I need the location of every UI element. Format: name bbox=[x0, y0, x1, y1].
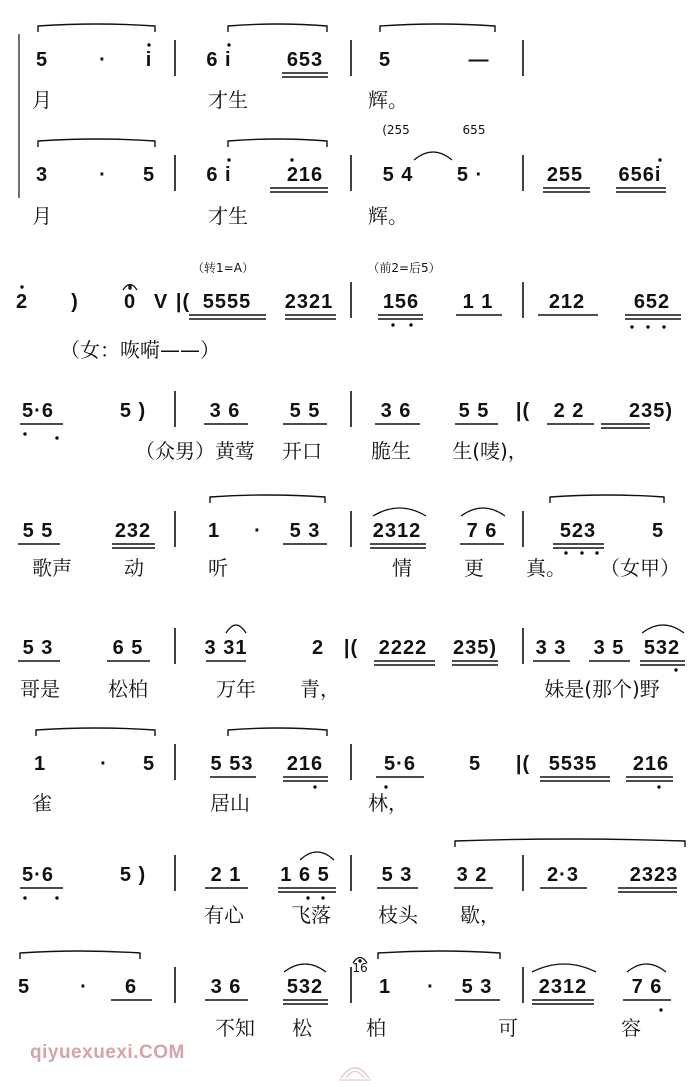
note-group: · bbox=[254, 520, 262, 542]
bar-line-glyph bbox=[520, 292, 527, 312]
lyric-text: 林， bbox=[368, 791, 408, 815]
slur-bracket bbox=[378, 951, 500, 959]
octave-dot bbox=[147, 43, 150, 46]
fermata-dot bbox=[128, 286, 131, 289]
bar-line-glyph bbox=[348, 292, 355, 312]
slur-bracket bbox=[550, 495, 664, 503]
note-group: 1 6 5 bbox=[280, 864, 330, 886]
note-group: · bbox=[99, 49, 107, 71]
note-group: 6 i bbox=[206, 49, 232, 71]
octave-dot bbox=[659, 1008, 662, 1011]
lyric-text: 才生 bbox=[208, 88, 248, 112]
note-group: 1 bbox=[378, 976, 392, 998]
octave-dot bbox=[23, 432, 26, 435]
note-group: 255 bbox=[546, 164, 584, 186]
note-group: 1 bbox=[33, 753, 47, 775]
tie-arc bbox=[642, 625, 684, 633]
lyric-text: 歇， bbox=[460, 903, 500, 927]
note-group: 2·3 bbox=[547, 864, 579, 886]
annotation: （转1=A） bbox=[192, 261, 254, 275]
slur-bracket bbox=[38, 139, 155, 147]
octave-dot bbox=[306, 896, 309, 899]
octave-dot bbox=[657, 785, 660, 788]
lyric-text: 雀 bbox=[32, 791, 52, 815]
lyric-text: 柏 bbox=[366, 1016, 386, 1040]
note-group: 5 5 bbox=[22, 520, 54, 542]
note-group: |( bbox=[175, 291, 191, 313]
annotation: 655 bbox=[462, 123, 486, 137]
slur-bracket bbox=[228, 728, 327, 736]
lyric-text: （女：咴嗬——） bbox=[60, 338, 220, 362]
note-group: 2312 bbox=[538, 976, 588, 998]
note-group: 2 2 bbox=[553, 400, 585, 422]
octave-dot bbox=[227, 158, 230, 161]
lyric-text: 松柏 bbox=[108, 677, 148, 701]
slur-bracket bbox=[228, 24, 327, 32]
note-group: 1 bbox=[207, 520, 221, 542]
note-group: 3 5 bbox=[593, 637, 625, 659]
site-watermark: qiyuexuexi.COM bbox=[30, 1042, 185, 1063]
bar-line-glyph bbox=[520, 521, 527, 541]
octave-dot bbox=[564, 551, 567, 554]
lyric-text: 更 bbox=[464, 556, 484, 580]
bar-line-glyph bbox=[348, 977, 355, 997]
lyric-text: 万年 bbox=[216, 677, 256, 701]
bar-line-glyph bbox=[520, 165, 527, 185]
seal-logo bbox=[338, 1056, 372, 1084]
note-group: 216 bbox=[286, 753, 324, 775]
note-group: |( bbox=[515, 400, 531, 422]
note-group: 652 bbox=[633, 291, 671, 313]
note-group: 2222 bbox=[378, 637, 428, 659]
octave-dot bbox=[55, 436, 58, 439]
lyric-text: 歌声 bbox=[32, 556, 72, 580]
octave-dot bbox=[384, 785, 387, 788]
bar-line-glyph bbox=[172, 638, 179, 658]
bar-line-glyph bbox=[348, 754, 355, 774]
bar-line-glyph bbox=[172, 754, 179, 774]
bar-line-glyph bbox=[348, 165, 355, 185]
note-group: 2 bbox=[15, 291, 29, 313]
note-group: 5 bbox=[17, 976, 31, 998]
note-group: 216 bbox=[286, 164, 324, 186]
note-group: V bbox=[153, 291, 169, 313]
note-group: 2 1 bbox=[210, 864, 242, 886]
note-group: 0 bbox=[123, 291, 137, 313]
note-group: 5·6 bbox=[22, 400, 54, 422]
tie-arc bbox=[461, 508, 505, 516]
note-group: 212 bbox=[548, 291, 586, 313]
lyric-text: 有心 bbox=[204, 903, 244, 927]
note-group: 235) bbox=[452, 637, 498, 659]
octave-dot bbox=[55, 896, 58, 899]
bar-line-glyph bbox=[348, 50, 355, 70]
lyric-text: 居山 bbox=[210, 791, 250, 815]
note-group: 5 3 bbox=[289, 520, 321, 542]
note-group: 3 bbox=[35, 164, 49, 186]
lyric-text: 月 bbox=[32, 204, 52, 228]
note-group: 2321 bbox=[284, 291, 334, 313]
note-group: 2323 bbox=[629, 864, 679, 886]
note-group: 5 bbox=[651, 520, 665, 542]
note-group: 532 bbox=[643, 637, 681, 659]
tie-arc bbox=[284, 964, 326, 972]
bar-line-glyph bbox=[520, 638, 527, 658]
note-group: 5 ) bbox=[119, 864, 147, 886]
note-group: 5 3 bbox=[381, 864, 413, 886]
note-group: 156 bbox=[382, 291, 420, 313]
octave-dot bbox=[290, 158, 293, 161]
note-group: 3 6 bbox=[380, 400, 412, 422]
note-group: 2 bbox=[311, 637, 325, 659]
note-group: 656i bbox=[618, 164, 662, 186]
note-group: 5·6 bbox=[22, 864, 54, 886]
note-group: 523 bbox=[559, 520, 597, 542]
note-group: · bbox=[427, 976, 435, 998]
bar-line-glyph bbox=[520, 977, 527, 997]
note-group: 3 6 bbox=[210, 976, 242, 998]
lyric-text: 飞落 bbox=[291, 903, 331, 927]
lyric-text: 情 bbox=[392, 556, 412, 580]
octave-dot bbox=[227, 43, 230, 46]
note-group: · bbox=[99, 164, 107, 186]
note-group: 5 bbox=[35, 49, 49, 71]
octave-dot bbox=[321, 896, 324, 899]
note-group: |( bbox=[515, 753, 531, 775]
note-group: · bbox=[80, 976, 88, 998]
note-group: 5 3 bbox=[461, 976, 493, 998]
note-group: 232 bbox=[114, 520, 152, 542]
note-group: 3 2 bbox=[456, 864, 488, 886]
note-group: 5 bbox=[142, 164, 156, 186]
lyric-text: 妹是(那个)野 bbox=[544, 677, 660, 701]
note-group: 235) bbox=[628, 400, 674, 422]
lyric-text: 生(唛)， bbox=[452, 439, 528, 463]
bar-line-glyph bbox=[172, 165, 179, 185]
octave-dot bbox=[313, 785, 316, 788]
note-group: 7 6 bbox=[631, 976, 663, 998]
tie-arc bbox=[627, 964, 666, 972]
tie-arc bbox=[373, 508, 426, 516]
note-group: 5 53 bbox=[210, 753, 254, 775]
slur-bracket bbox=[380, 24, 495, 32]
octave-dot bbox=[580, 551, 583, 554]
annotation: (255 bbox=[382, 123, 410, 137]
tie-arc bbox=[414, 152, 452, 160]
note-group: 5 ) bbox=[119, 400, 147, 422]
tie-arc bbox=[532, 964, 596, 972]
note-group: ) bbox=[71, 291, 79, 313]
note-group: 6 bbox=[124, 976, 138, 998]
note-group: 1 1 bbox=[462, 291, 494, 313]
tie-arc bbox=[226, 625, 246, 633]
note-group: 5 5 bbox=[289, 400, 321, 422]
bar-line-glyph bbox=[172, 521, 179, 541]
octave-dot bbox=[23, 896, 26, 899]
note-group: 5535 bbox=[548, 753, 598, 775]
lyric-text: 枝头 bbox=[378, 903, 418, 927]
bar-line-glyph bbox=[520, 50, 527, 70]
note-group: 5 3 bbox=[22, 637, 54, 659]
note-group: 5·6 bbox=[384, 753, 416, 775]
note-group: · bbox=[100, 753, 108, 775]
note-group: 6 5 bbox=[112, 637, 144, 659]
bar-line-glyph bbox=[348, 401, 355, 421]
note-group: 7 6 bbox=[466, 520, 498, 542]
note-group: 532 bbox=[286, 976, 324, 998]
slur-bracket bbox=[38, 24, 155, 32]
lyric-text: 月 bbox=[32, 88, 52, 112]
note-group: 5 4 bbox=[382, 164, 414, 186]
octave-dot bbox=[662, 325, 665, 328]
lyric-text: 哥是 bbox=[20, 677, 60, 701]
bar-line-glyph bbox=[172, 401, 179, 421]
lyric-text: （女甲） bbox=[600, 556, 680, 580]
note-group: 5 · bbox=[456, 164, 484, 186]
lyric-text: 可 bbox=[498, 1016, 518, 1040]
slur-bracket bbox=[36, 728, 155, 736]
bar-line-glyph bbox=[172, 50, 179, 70]
lyric-text: 脆生 bbox=[371, 439, 411, 463]
octave-dot bbox=[391, 323, 394, 326]
octave-dot bbox=[20, 285, 23, 288]
octave-dot bbox=[674, 668, 677, 671]
note-group: i bbox=[145, 49, 153, 71]
lyric-text: 辉。 bbox=[368, 204, 408, 228]
note-group: 653 bbox=[286, 49, 324, 71]
bar-line-glyph bbox=[172, 977, 179, 997]
note-group: 3 31 bbox=[204, 637, 248, 659]
note-group: 5 5 bbox=[458, 400, 490, 422]
note-group: |( bbox=[343, 637, 359, 659]
note-group: 5 bbox=[142, 753, 156, 775]
note-group: 5 bbox=[378, 49, 392, 71]
slur-bracket bbox=[228, 139, 327, 147]
slur-bracket bbox=[455, 839, 685, 847]
lyric-text: 动 bbox=[124, 556, 144, 580]
lyric-text: （众男）黄莺 bbox=[135, 439, 255, 463]
lyric-text: 开口 bbox=[282, 439, 322, 463]
bar-line-glyph bbox=[172, 865, 179, 885]
lyric-text: 不知 bbox=[215, 1016, 255, 1040]
note-group: 2312 bbox=[372, 520, 422, 542]
bar-line-glyph bbox=[520, 865, 527, 885]
annotation: （前2=后5） bbox=[367, 261, 441, 275]
octave-dot bbox=[658, 158, 661, 161]
note-group: 5 bbox=[468, 753, 482, 775]
slur-bracket bbox=[210, 495, 325, 503]
lyric-text: 真。 bbox=[526, 556, 566, 580]
octave-dot bbox=[595, 551, 598, 554]
octave-dot bbox=[409, 323, 412, 326]
note-group: 6 i bbox=[206, 164, 232, 186]
octave-dot bbox=[646, 325, 649, 328]
note-group: — bbox=[468, 49, 490, 71]
note-group: 3 6 bbox=[209, 400, 241, 422]
lyric-text: 青， bbox=[300, 677, 340, 701]
lyric-text: 才生 bbox=[208, 204, 248, 228]
bar-line-glyph bbox=[348, 521, 355, 541]
bar-line-glyph bbox=[348, 865, 355, 885]
lyric-text: 辉。 bbox=[368, 88, 408, 112]
octave-dot bbox=[630, 325, 633, 328]
lyric-text: 松 bbox=[292, 1016, 312, 1040]
slur-bracket bbox=[20, 951, 140, 959]
note-group: 216 bbox=[632, 753, 670, 775]
lyric-text: 容 bbox=[621, 1016, 641, 1040]
note-group: 5555 bbox=[202, 291, 252, 313]
annotation: 16 bbox=[352, 961, 368, 975]
note-group: 3 3 bbox=[535, 637, 567, 659]
tie-arc bbox=[300, 852, 334, 860]
lyric-text: 听 bbox=[208, 556, 228, 580]
